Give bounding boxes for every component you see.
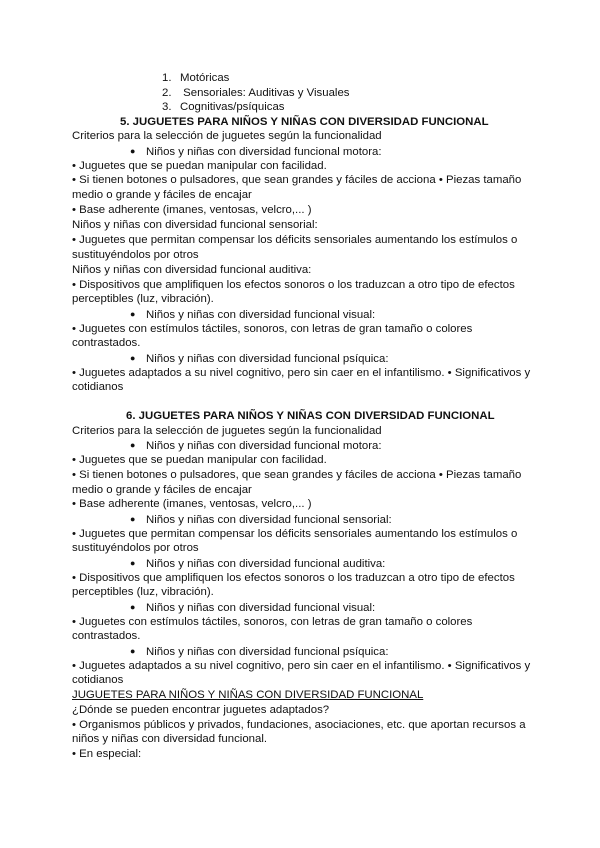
text-line: medio o grande y fáciles de encajar [72,189,252,201]
criteria-line: Criterios para la selección de juguetes según la funcionalidad [72,130,382,142]
text-line: • Juguetes adaptados a su nivel cognitivo, pero sin caer en el infantilismo. • Significativos y [72,660,531,672]
text-line: contrastados. [72,630,141,642]
text-line: • Base adherente (imanes, ventosas, velcro,... ) [72,498,312,510]
text-line: • Organismos públicos y privados, fundaciones, asociaciones, etc. que aportan recursos a [72,719,526,731]
text-line: niños y niñas con diversidad funcional. [72,733,268,745]
subheading-motora: ● Niños y niñas con diversidad funcional motora: [130,146,382,158]
section-7-heading: JUGUETES PARA NIÑOS Y NIÑAS CON DIVERSIDAD FUNCIONAL [72,689,424,701]
text-line: cotidianos [72,674,124,686]
subheading-visual: ● Niños y niñas con diversidad funcional visual: [130,309,376,321]
text-line: • Base adherente (imanes, ventosas, velcro,... ) [72,204,312,216]
intro-list-item: 3. Cognitivas/psíquicas [162,101,285,113]
text-line: • En especial: [72,748,142,760]
subheading-sensorial: ● Niños y niñas con diversidad funcional sensorial: [130,514,392,526]
text-line: • Juguetes que se puedan manipular con facilidad. [72,454,327,466]
text-line: • Si tienen botones o pulsadores, que sean grandes y fáciles de acciona • Piezas tamaño [72,469,522,481]
text-line: • Juguetes adaptados a su nivel cognitivo, pero sin caer en el infantilismo. • Significativos y [72,367,531,379]
text-line: sustituyéndolos por otros [72,249,199,261]
intro-list-item: 1. Motóricas [162,72,230,84]
section-6-heading: 6. JUGUETES PARA NIÑOS Y NIÑAS CON DIVERSIDAD FUNCIONAL [126,410,495,422]
text-line: • Juguetes con estímulos táctiles, sonoros, con letras de gran tamaño o colores [72,323,473,335]
text-line: • Juguetes que permitan compensar los déficits sensoriales aumentando los estímulos o [72,528,518,540]
text-line: sustituyéndolos por otros [72,542,199,554]
subheading-auditiva: Niños y niñas con diversidad funcional auditiva: [72,264,312,276]
section-5-heading: 5. JUGUETES PARA NIÑOS Y NIÑAS CON DIVERSIDAD FUNCIONAL [120,116,489,128]
text-line: • Dispositivos que amplifiquen los efectos sonoros o los traduzcan a otro tipo de efectos [72,279,515,291]
subheading-visual: ● Niños y niñas con diversidad funcional visual: [130,602,376,614]
subheading-motora: ● Niños y niñas con diversidad funcional motora: [130,440,382,452]
criteria-line: Criterios para la selección de juguetes según la funcionalidad [72,425,382,437]
intro-list-item: 2. Sensoriales: Auditivas y Visuales [162,87,350,99]
text-line: perceptibles (luz, vibración). [72,586,214,598]
question-line: ¿Dónde se pueden encontrar juguetes adaptados? [72,704,330,716]
subheading-auditiva: ● Niños y niñas con diversidad funcional auditiva: [130,558,386,570]
text-line: • Juguetes que se puedan manipular con facilidad. [72,160,327,172]
text-line: • Dispositivos que amplifiquen los efectos sonoros o los traduzcan a otro tipo de efectos [72,572,515,584]
subheading-psiquica: ● Niños y niñas con diversidad funcional psíquica: [130,646,389,658]
text-line: • Si tienen botones o pulsadores, que sean grandes y fáciles de acciona • Piezas tamaño [72,174,522,186]
text-line: contrastados. [72,337,141,349]
text-line: perceptibles (luz, vibración). [72,293,214,305]
text-line: • Juguetes que permitan compensar los déficits sensoriales aumentando los estímulos o [72,234,518,246]
subheading-psiquica: ● Niños y niñas con diversidad funcional psíquica: [130,353,389,365]
text-line: • Juguetes con estímulos táctiles, sonoros, con letras de gran tamaño o colores [72,616,473,628]
subheading-sensorial: Niños y niñas con diversidad funcional sensorial: [72,219,318,231]
text-line: medio o grande y fáciles de encajar [72,484,252,496]
text-line: cotidianos [72,381,124,393]
